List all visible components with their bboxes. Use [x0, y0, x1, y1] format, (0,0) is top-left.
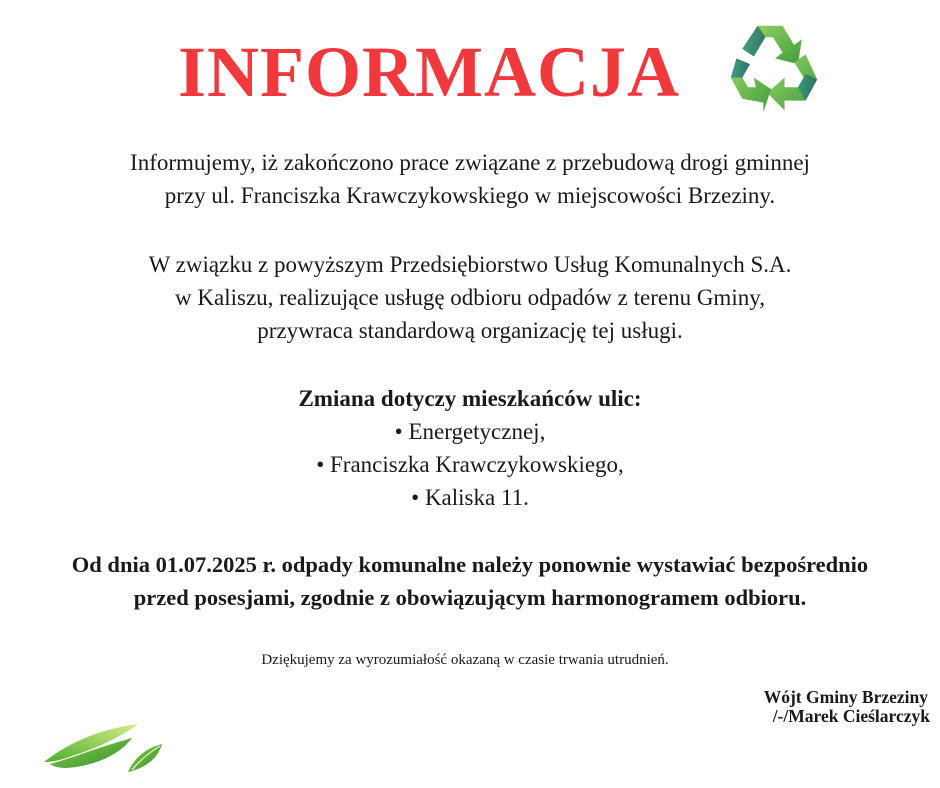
important-notice: [0, 548, 940, 614]
thanks-note: Dziękujemy za wyrozumiałość okazaną w czasie trwania utrudnień.: [261, 652, 669, 668]
streets-heading: Zmiana dotyczy mieszkańców ulic:: [298, 386, 642, 411]
intro-line-1: Informujemy, iż zakończono prace związane z przebudową drogi gminnej: [130, 150, 810, 175]
notice-line-1: Od dnia 01.07.2025 r. odpady komunalne należy ponownie wystawiać bezpośrednio: [71, 552, 869, 577]
header: [0, 18, 940, 118]
street-item: • Energetycznej,: [394, 419, 546, 444]
streets-section: [0, 382, 940, 514]
intro-line-2: przy ul. Franciszka Krawczykowskiego w miejscowości Brzeziny.: [164, 183, 776, 208]
service-line-3: przywraca standardową organizację tej usługi.: [257, 318, 683, 343]
recycle-icon: [722, 20, 824, 116]
street-item: • Franciszka Krawczykowskiego,: [316, 452, 624, 477]
street-item: • Kaliska 11.: [411, 485, 529, 510]
signature-block: [764, 688, 928, 726]
notice-line-2: przed posesjami, zgodnie z obowiązującym harmonogramem odbioru.: [133, 585, 807, 610]
page-title: INFORMACJA: [178, 32, 680, 112]
green-leaf-icon: [42, 718, 166, 776]
service-line-2: w Kaliszu, realizujące usługę odbioru odpadów z terenu Gminy,: [175, 285, 765, 310]
intro-paragraph: [0, 146, 940, 212]
signature-title: Wójt Gminy Brzeziny: [763, 687, 928, 707]
service-paragraph: [0, 248, 940, 347]
service-line-1: W związku z powyższym Przedsiębiorstwo Usług Komunalnych S.A.: [148, 252, 792, 277]
signature-name: /-/Marek Cieślarczyk: [772, 706, 930, 726]
